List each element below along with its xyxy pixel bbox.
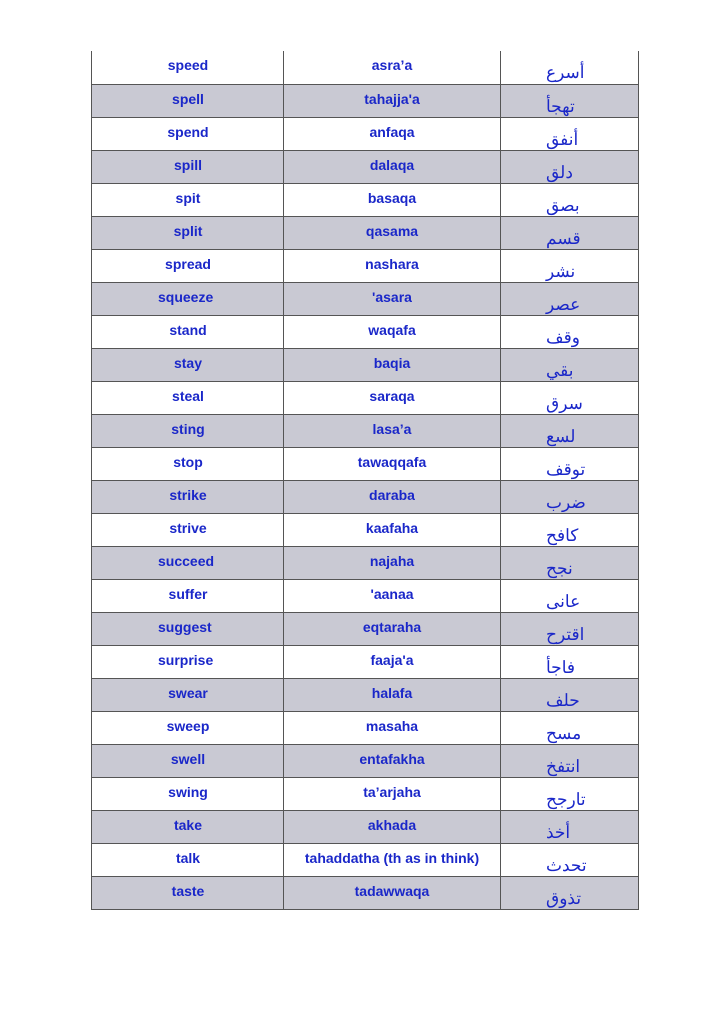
- english-word: surprise: [158, 651, 214, 668]
- english-word: swing: [168, 783, 208, 800]
- table-row: [92, 645, 639, 678]
- arabic-cell: [501, 678, 639, 711]
- arabic-cell: [501, 315, 639, 348]
- transliteration: tahajja'a: [364, 90, 420, 107]
- english-cell: [92, 117, 284, 150]
- transliteration: anfaqa: [369, 123, 415, 140]
- transliteration: ta’arjaha: [363, 783, 421, 800]
- arabic-cell: [501, 117, 639, 150]
- english-cell: [92, 315, 284, 348]
- table-row: [92, 579, 639, 612]
- english-cell: [92, 546, 284, 579]
- transliteration: waqafa: [368, 321, 416, 338]
- arabic-word: فاجأ: [546, 657, 575, 678]
- english-cell: [92, 678, 284, 711]
- transliteration: tahaddatha (th as in think): [304, 849, 480, 866]
- transliteration-cell: [284, 414, 501, 447]
- arabic-word: مسح: [546, 723, 582, 744]
- arabic-cell: [501, 249, 639, 282]
- english-word: spread: [165, 255, 211, 272]
- english-cell: [92, 348, 284, 381]
- arabic-word: بقي: [546, 360, 574, 381]
- arabic-word: لسع: [546, 426, 576, 447]
- table-row: [92, 744, 639, 777]
- english-word: strike: [169, 486, 207, 503]
- transliteration-cell: [284, 348, 501, 381]
- english-word: spit: [175, 189, 201, 206]
- english-cell: [92, 381, 284, 414]
- transliteration-cell: [284, 216, 501, 249]
- transliteration: daraba: [369, 486, 415, 503]
- transliteration-cell: [284, 744, 501, 777]
- english-cell: [92, 84, 284, 117]
- arabic-cell: [501, 183, 639, 216]
- transliteration-cell: [284, 678, 501, 711]
- arabic-word: نجح: [546, 558, 573, 579]
- english-word: swear: [168, 684, 208, 701]
- table-row: [92, 480, 639, 513]
- table-row: [92, 51, 639, 84]
- arabic-word: نشر: [546, 261, 576, 282]
- arabic-cell: [501, 546, 639, 579]
- transliteration-cell: [284, 546, 501, 579]
- transliteration-cell: [284, 579, 501, 612]
- transliteration: 'asara: [372, 288, 412, 305]
- table-row: [92, 678, 639, 711]
- arabic-cell: [501, 513, 639, 546]
- table-row: [92, 84, 639, 117]
- transliteration-cell: [284, 183, 501, 216]
- transliteration-cell: [284, 84, 501, 117]
- arabic-cell: [501, 414, 639, 447]
- english-cell: [92, 645, 284, 678]
- table-row: [92, 612, 639, 645]
- table-row: [92, 414, 639, 447]
- arabic-cell: [501, 612, 639, 645]
- arabic-word: بصق: [546, 195, 580, 216]
- arabic-word: أنفق: [546, 129, 579, 150]
- transliteration: lasa’a: [372, 420, 412, 437]
- transliteration-cell: [284, 513, 501, 546]
- transliteration: baqia: [373, 354, 411, 371]
- arabic-cell: [501, 51, 639, 84]
- transliteration-cell: [284, 843, 501, 876]
- transliteration-cell: [284, 810, 501, 843]
- english-word: strive: [169, 519, 207, 536]
- english-cell: [92, 876, 284, 909]
- table-row: [92, 381, 639, 414]
- table-row: [92, 282, 639, 315]
- arabic-word: تحدث: [546, 855, 587, 876]
- transliteration: asra’a: [371, 57, 413, 73]
- arabic-word: ضرب: [546, 492, 586, 513]
- arabic-word: دلق: [546, 162, 573, 183]
- table-row: [92, 447, 639, 480]
- arabic-cell: [501, 150, 639, 183]
- english-word: sting: [171, 420, 205, 437]
- table-row: [92, 810, 639, 843]
- arabic-cell: [501, 645, 639, 678]
- table-row: [92, 777, 639, 810]
- english-word: spell: [172, 90, 204, 107]
- arabic-cell: [501, 711, 639, 744]
- english-word: stand: [169, 321, 207, 338]
- transliteration-cell: [284, 612, 501, 645]
- arabic-cell: [501, 84, 639, 117]
- arabic-word: أسرع: [546, 63, 585, 83]
- arabic-word: سرق: [546, 393, 583, 414]
- table-row: [92, 546, 639, 579]
- english-cell: [92, 447, 284, 480]
- arabic-word: تارجح: [546, 789, 586, 810]
- english-cell: [92, 183, 284, 216]
- arabic-word: قسم: [546, 228, 581, 249]
- transliteration: basaqa: [367, 189, 417, 206]
- arabic-word: أخذ: [546, 822, 571, 843]
- arabic-cell: [501, 381, 639, 414]
- arabic-word: انتفخ: [546, 756, 581, 777]
- english-cell: [92, 150, 284, 183]
- vocabulary-table: [91, 51, 639, 910]
- transliteration: nashara: [365, 255, 419, 272]
- table-row: [92, 183, 639, 216]
- english-word: sweep: [166, 717, 210, 734]
- english-word: steal: [172, 387, 204, 404]
- transliteration: eqtaraha: [362, 618, 422, 635]
- arabic-word: وقف: [546, 327, 580, 348]
- table-row: [92, 117, 639, 150]
- arabic-cell: [501, 744, 639, 777]
- table-row: [92, 876, 639, 909]
- transliteration-cell: [284, 711, 501, 744]
- transliteration-cell: [284, 480, 501, 513]
- transliteration: halafa: [371, 684, 413, 701]
- english-word: taste: [171, 882, 205, 899]
- table-row: [92, 216, 639, 249]
- english-cell: [92, 480, 284, 513]
- transliteration-cell: [284, 282, 501, 315]
- arabic-cell: [501, 876, 639, 909]
- transliteration-cell: [284, 117, 501, 150]
- table-row: [92, 843, 639, 876]
- table-row: [92, 315, 639, 348]
- english-cell: [92, 843, 284, 876]
- arabic-cell: [501, 579, 639, 612]
- transliteration: entafakha: [359, 750, 425, 767]
- english-word: spend: [167, 123, 209, 140]
- english-cell: [92, 282, 284, 315]
- english-cell: [92, 249, 284, 282]
- transliteration-cell: [284, 51, 501, 84]
- transliteration: faaja'a: [370, 651, 414, 668]
- english-word: split: [173, 222, 203, 239]
- transliteration: najaha: [369, 552, 415, 569]
- english-cell: [92, 414, 284, 447]
- english-cell: [92, 51, 284, 84]
- english-cell: [92, 612, 284, 645]
- english-word: squeeze: [158, 288, 214, 305]
- arabic-word: تهجأ: [546, 96, 575, 117]
- arabic-cell: [501, 447, 639, 480]
- english-word: talk: [175, 849, 201, 866]
- english-cell: [92, 216, 284, 249]
- english-word: suffer: [168, 585, 208, 602]
- transliteration: tadawwaqa: [354, 882, 430, 899]
- table-row: [92, 348, 639, 381]
- english-word: succeed: [158, 552, 215, 569]
- table-row: [92, 150, 639, 183]
- arabic-word: عانى: [546, 591, 581, 612]
- english-cell: [92, 777, 284, 810]
- arabic-word: حلف: [546, 690, 580, 711]
- arabic-cell: [501, 282, 639, 315]
- english-cell: [92, 579, 284, 612]
- transliteration: tawaqqafa: [357, 453, 427, 470]
- arabic-cell: [501, 843, 639, 876]
- transliteration: kaafaha: [365, 519, 419, 536]
- table-row: [92, 711, 639, 744]
- english-word: speed: [167, 57, 209, 73]
- transliteration: qasama: [365, 222, 419, 239]
- transliteration-cell: [284, 876, 501, 909]
- arabic-cell: [501, 348, 639, 381]
- english-cell: [92, 744, 284, 777]
- table-row: [92, 249, 639, 282]
- english-cell: [92, 711, 284, 744]
- english-cell: [92, 810, 284, 843]
- english-word: take: [173, 816, 203, 833]
- arabic-word: اقترح: [546, 624, 585, 645]
- transliteration: saraqa: [369, 387, 415, 404]
- transliteration: 'aanaa: [370, 585, 414, 602]
- arabic-cell: [501, 216, 639, 249]
- table-row: [92, 513, 639, 546]
- english-cell: [92, 513, 284, 546]
- arabic-cell: [501, 810, 639, 843]
- transliteration-cell: [284, 645, 501, 678]
- transliteration-cell: [284, 447, 501, 480]
- transliteration: masaha: [365, 717, 419, 734]
- transliteration-cell: [284, 150, 501, 183]
- transliteration: akhada: [367, 816, 417, 833]
- transliteration: dalaqa: [369, 156, 415, 173]
- transliteration-cell: [284, 249, 501, 282]
- arabic-cell: [501, 480, 639, 513]
- arabic-word: تذوق: [546, 888, 582, 909]
- english-word: spill: [173, 156, 202, 173]
- english-word: swell: [170, 750, 206, 767]
- arabic-word: كافح: [546, 525, 579, 546]
- arabic-cell: [501, 777, 639, 810]
- transliteration-cell: [284, 381, 501, 414]
- arabic-word: عصر: [546, 294, 581, 315]
- english-word: stay: [173, 354, 203, 371]
- transliteration-cell: [284, 777, 501, 810]
- transliteration-cell: [284, 315, 501, 348]
- arabic-word: توقف: [546, 459, 586, 480]
- english-word: stop: [173, 453, 203, 470]
- english-word: suggest: [158, 618, 212, 635]
